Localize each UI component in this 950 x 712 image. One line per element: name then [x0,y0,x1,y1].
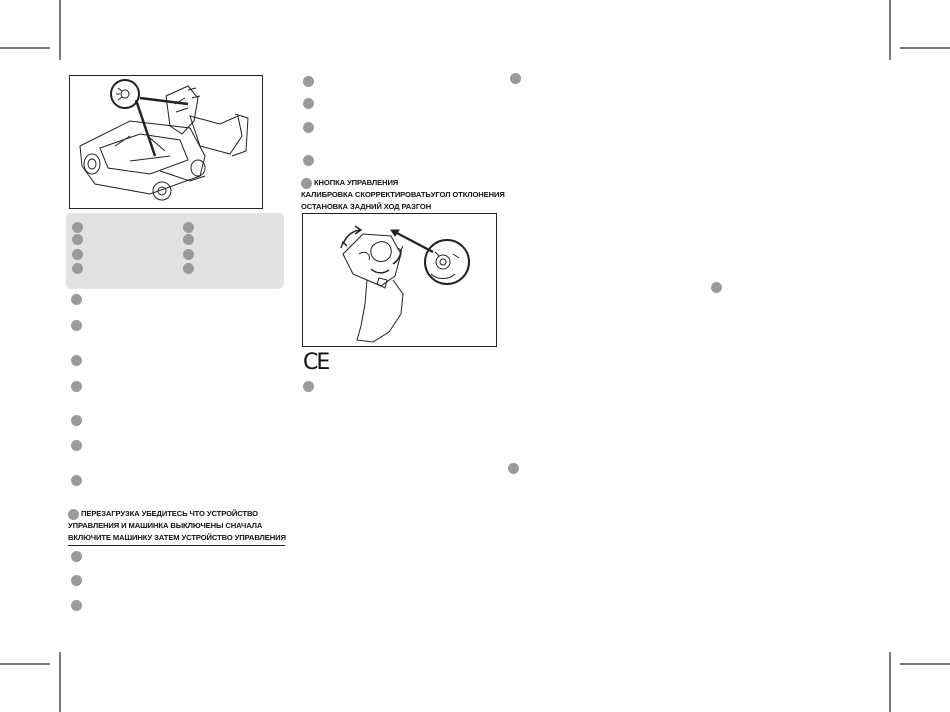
list-bullet-icon [71,440,82,451]
list-bullet-icon [71,415,82,426]
list-bullet-icon [183,234,194,245]
list-bullet-icon [303,122,314,133]
list-bullet-icon [183,222,194,233]
list-bullet-icon [183,249,194,260]
ce-mark-icon: CE [303,350,329,375]
list-bullet-icon [303,381,314,392]
control-heading-line-3: ОСТАНОВКА ЗАДНИЙ ХОД РАЗГОН [301,202,432,211]
list-bullet-icon [72,249,83,260]
list-bullet-icon [303,76,314,87]
list-bullet-icon [71,551,82,562]
list-bullet-icon [711,282,722,293]
list-bullet-icon [510,73,521,84]
list-bullet-icon [71,575,82,586]
list-bullet-icon [71,320,82,331]
parts-legend-panel [66,213,284,289]
heading-underline [68,545,285,546]
restart-heading-line-3: ВКЛЮЧИТЕ МАШИНКУ ЗАТЕМ УСТРОЙСТВО УПРАВЛЕНИЯ [68,533,286,542]
car-remote-figure [69,75,263,209]
list-bullet-icon [71,381,82,392]
restart-heading-line-2: УПРАВЛЕНИЯ И МАШИНКА ВЫКЛЮЧЕНЫ СНАЧАЛА [68,521,263,530]
list-bullet-icon [72,263,83,274]
list-bullet-icon [71,475,82,486]
list-bullet-icon [68,509,79,520]
list-bullet-icon [301,178,312,189]
list-bullet-icon [71,355,82,366]
crop-mark-icon [0,652,70,712]
crop-mark-icon [0,0,70,60]
crop-mark-icon [880,0,950,60]
remote-knob-illustration [303,214,496,346]
list-bullet-icon [303,98,314,109]
list-bullet-icon [183,263,194,274]
remote-knob-figure [302,213,497,347]
list-bullet-icon [71,294,82,305]
control-heading-line-2: КАЛИБРОВКА СКОРРЕКТИРОВАТЬУГОЛ ОТКЛОНЕНИЯ [301,190,505,199]
list-bullet-icon [71,600,82,611]
car-remote-illustration [70,76,262,208]
restart-heading-line-1: ПЕРЕЗАГРУЗКА УБЕДИТЕСЬ ЧТО УСТРОЙСТВО [81,509,258,518]
list-bullet-icon [508,463,519,474]
list-bullet-icon [72,234,83,245]
control-heading-line-1: КНОПКА УПРАВЛЕНИЯ [314,178,399,187]
list-bullet-icon [303,155,314,166]
crop-mark-icon [880,652,950,712]
list-bullet-icon [72,222,83,233]
